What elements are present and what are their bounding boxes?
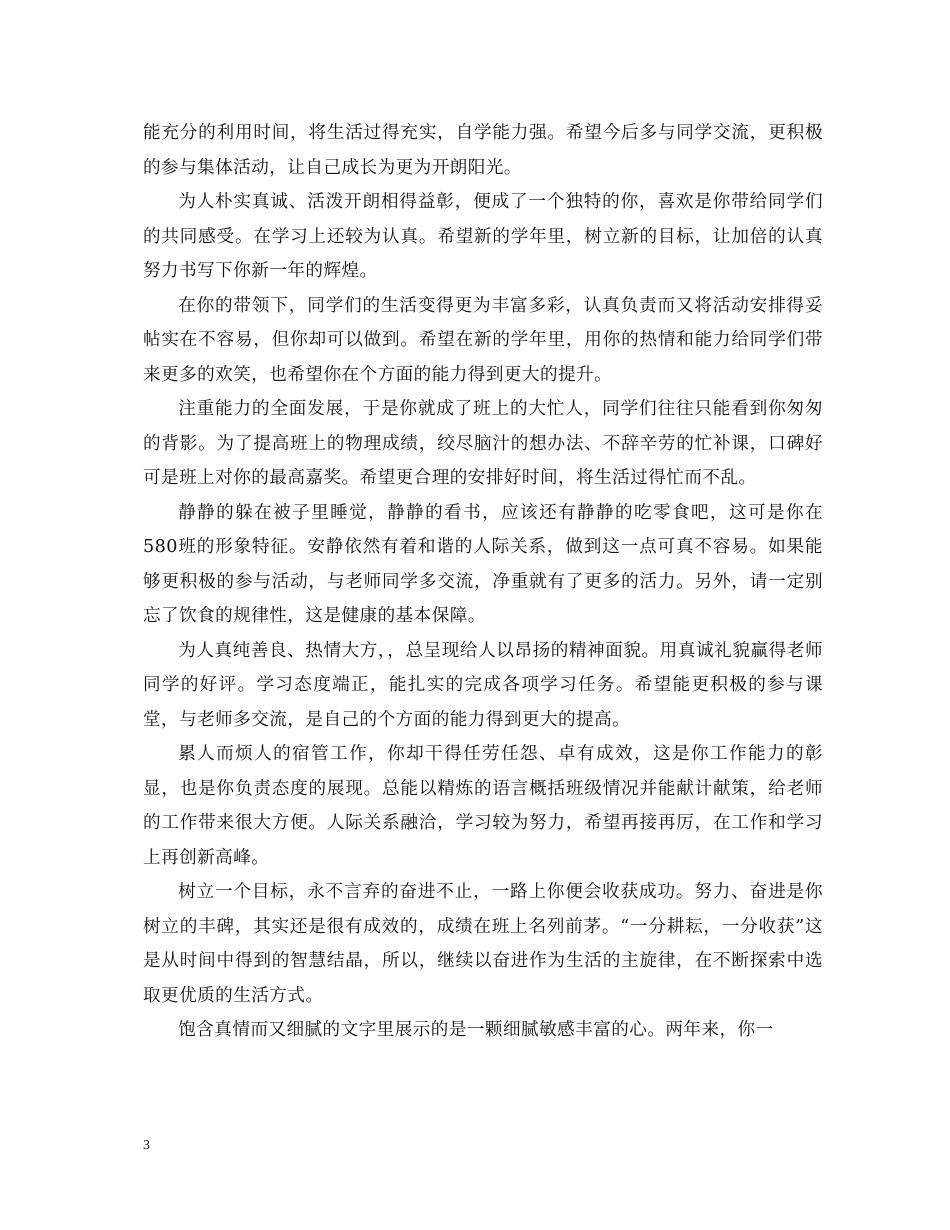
page-number: 3 — [143, 1138, 150, 1153]
document-body — [143, 116, 823, 1048]
paragraph-3: 在你的带领下，同学们的生活变得更为丰富多彩，认真负责而又将活动安排得妥帖实在不容易，但你却可以做到。希望在新的学年里，用你的热情和能力给同学们带来更多的欢笑，也希望你在个方面的能力得到更大的提升。 — [143, 295, 823, 385]
paragraph-6: 为人真纯善良、热情大方，，总呈现给人以昂扬的精神面貌。用真诚礼貌赢得老师同学的好评。学习态度端正，能扎实的完成各项学习任务。希望能更积极的参与课堂，与老师多交流，是自己的个方面的能力得到更大的提高。 — [143, 640, 823, 730]
paragraph-4: 注重能力的全面发展，于是你就成了班上的大忙人，同学们往往只能看到你匆匆的背影。为了提高班上的物理成绩，绞尽脑汁的想办法、不辞辛劳的忙补课，口碑好可是班上对你的最高嘉奖。希望更合理的安排好时间，将生活过得忙而不乱。 — [143, 399, 823, 488]
paragraph-2: 为人朴实真诚、活泼开朗相得益彰，便成了一个独特的你，喜欢是你带给同学们的共同感受。在学习上还较为认真。希望新的学年里，树立新的目标，让加倍的认真努力书写下你新一年的辉煌。 — [143, 192, 823, 281]
paragraph-9: 饱含真情而又细腻的文字里展示的是一颗细腻敏感丰富的心。两年来，你一 — [178, 1020, 774, 1040]
paragraph-7: 累人而烦人的宿管工作，你却干得任劳任怨、卓有成效，这是你工作能力的彰显，也是你负责态度的展现。总能以精炼的语言概括班级情况并能献计献策，给老师的工作带来很大方便。人际关系融洽，学习较为努力，希望再接再厉，在工作和学习上再创新高峰。 — [143, 744, 823, 868]
paragraph-1: 能充分的利用时间，将生活过得充实，自学能力强。希望今后多与同学交流，更积极的参与集体活动，让自己成长为更为开朗阳光。 — [143, 123, 823, 178]
paragraph-8: 树立一个目标，永不言弃的奋进不止，一路上你便会收获成功。努力、奋进是你树立的丰碑，其实还是很有成效的，成绩在班上名列前茅。“一分耕耘，一分收获”这是从时间中得到的智慧结晶，所以，继续以奋进作为生活的主旋律，在不断探索中选取更优质的生活方式。 — [143, 882, 823, 1006]
paragraph-5: 静静的躲在被子里睡觉，静静的看书，应该还有静静的吃零食吧，这可是你在580班的形象特征。安静依然有着和谐的人际关系，做到这一点可真不容易。如果能够更积极的参与活动，与老师同学多交流，净重就有了更多的活力。另外，请一定别忘了饮食的规律性，这是健康的基本保障。 — [143, 502, 823, 626]
